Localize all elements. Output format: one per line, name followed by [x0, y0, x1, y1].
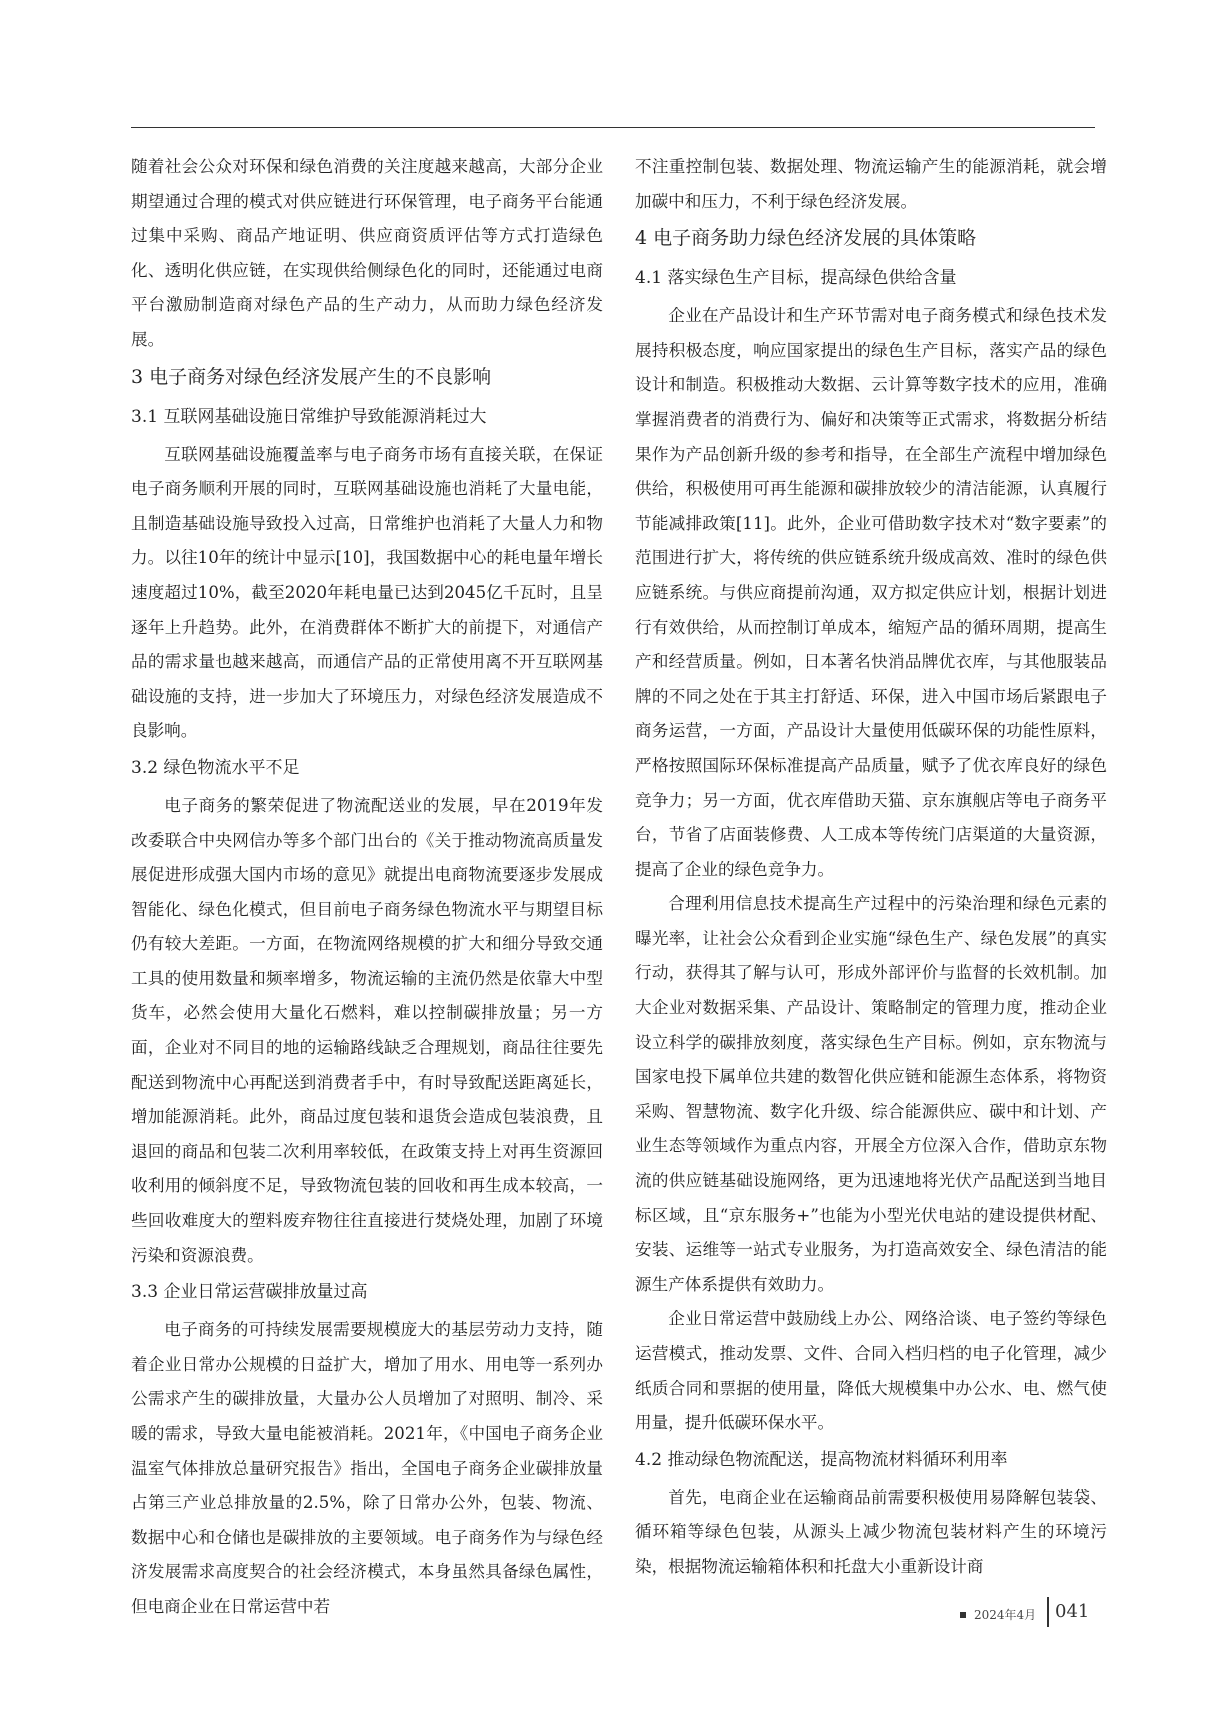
body-paragraph: 首先，电商企业在运输商品前需要积极使用易降解包装袋、循环箱等绿色包装，从源头上减少物流包装材料产生的环境污染，根据物流运输箱体积和托盘大小重新设计商: [635, 1487, 1107, 1576]
footer-square-icon: [960, 1612, 966, 1618]
body-paragraph: 电子商务的可持续发展需要规模庞大的基层劳动力支持，随着企业日常办公规模的日益扩大，增加了用水、用电等一系列办公需求产生的碳排放量，大量办公人员增加了对照明、制冷、采暖的需求，导致大量电能被消耗。2021年，《中国电子商务企业温室气体排放总量研究报告》指出，全国电子商务企业碳排放量占第三产业总排放量的2.5%，除了日常办公外，包装、物流、数据中心和仓储也是碳排放的主要领域。电子商务作为与绿色经济发展需求高度契合的社会经济模式，本身虽然具备绿色属性，但电商企业在日常运营中若: [131, 1320, 603, 1616]
section-heading: 4 电子商务助力绿色经济发展的具体策略: [635, 227, 977, 250]
body-paragraph: 企业在产品设计和生产环节需对电子商务模式和绿色技术发展持积极态度，响应国家提出的绿色生产目标，落实产品的绿色设计和制造。积极推动大数据、云计算等数字技术的应用，准确掌握消费者的消费行为、偏好和决策等正式需求，将数据分析结果作为产品创新升级的参考和指导，在全部生产流程中增加绿色供给，积极使用可再生能源和碳排放较少的清洁能源，认真履行节能减排政策[11]。此外，企业可借助数字技术对“数字要素”的范围进行扩大，将传统的供应链系统升级成高效、准时的绿色供应链系统。与供应商提前沟通，双方拟定供应计划，根据计划进行有效供给，从而控制订单成本，缩短产品的循环周期，提高生产和经营质量。例如，日本著名快消品牌优衣库，与其他服装品牌的不同之处在于其主打舒适、环保，进入中国市场后紧跟电子商务运营，一方面，产品设计大量使用低碳环保的功能性原料，严格按照国际环保标准提高产品质量，赋予了优衣库良好的绿色竞争力；另一方面，优衣库借助天猫、京东旗舰店等电子商务平台，节省了店面装修费、人工成本等传统门店渠道的大量资源，提高了企业的绿色竞争力。: [635, 306, 1107, 879]
issue-date: 2024年4月: [974, 1608, 1037, 1622]
section-heading: 3 电子商务对绿色经济发展产生的不良影响: [131, 365, 492, 388]
body-paragraph: 不注重控制包装、数据处理、物流运输产生的能源消耗，就会增加碳中和压力，不利于绿色经济发展。: [635, 157, 1107, 211]
subsection-heading: 4.1 落实绿色生产目标，提高绿色供给含量: [635, 268, 957, 289]
subsection-heading: 3.1 互联网基础设施日常维护导致能源消耗过大: [131, 406, 487, 427]
body-paragraph: 互联网基础设施覆盖率与电子商务市场有直接关联，在保证电子商务顺利开展的同时，互联网基础设施也消耗了大量电能，且制造基础设施导致投入过高，日常维护也消耗了大量人力和物力。以往10年的统计中显示[10]，我国数据中心的耗电量年增长速度超过10%，截至2020年耗电量已达到2045亿千瓦时，且呈逐年上升趋势。此外，在消费群体不断扩大的前提下，对通信产品的需求量也越来越高，而通信产品的正常使用离不开互联网基础设施的支持，进一步加大了环境压力，对绿色经济发展造成不良影响。: [131, 444, 603, 741]
right-column: [635, 150, 1107, 1585]
page-number: 041: [1055, 1601, 1090, 1622]
body-paragraph: 企业日常运营中鼓励线上办公、网络洽谈、电子签约等绿色运营模式，推动发票、文件、合同入档归档的电子化管理，减少纸质合同和票据的使用量，降低大规模集中办公水、电、燃气使用量，提升低碳环保水平。: [635, 1309, 1107, 1433]
body-paragraph: 合理利用信息技术提高生产过程中的污染治理和绿色元素的曝光率，让社会公众看到企业实施“绿色生产、绿色发展”的真实行动，获得其了解与认可，形成外部评价与监督的长效机制。加大企业对数据采集、产品设计、策略制定的管理力度，推动企业设立科学的碳排放刻度，落实绿色生产目标。例如，京东物流与国家电投下属单位共建的数智化供应链和能源生态体系，将物资采购、智慧物流、数字化升级、综合能源供应、碳中和计划、产业生态等领域作为重点内容，开展全方位深入合作，借助京东物流的供应链基础设施网络，更为迅速地将光伏产品配送到当地目标区域，且“京东服务+”也能为小型光伏电站的建设提供材配、安装、运维等一站式专业服务，为打造高效安全、绿色清洁的能源生产体系提供有效助力。: [635, 894, 1107, 1294]
subsection-heading: 4.2 推动绿色物流配送，提高物流材料循环利用率: [635, 1449, 1008, 1470]
body-paragraph: 随着社会公众对环保和绿色消费的关注度越来越高，大部分企业期望通过合理的模式对供应链进行环保管理，电子商务平台能通过集中采购、商品产地证明、供应商资质评估等方式打造绿色化、透明化供应链，在实现供给侧绿色化的同时，还能通过电商平台激励制造商对绿色产品的生产动力，从而助力绿色经济发展。: [131, 157, 603, 349]
subsection-heading: 3.2 绿色物流水平不足: [131, 757, 300, 778]
subsection-heading: 3.3 企业日常运营碳排放量过高: [131, 1282, 368, 1303]
body-paragraph: 电子商务的繁荣促进了物流配送业的发展，早在2019年发改委联合中央网信办等多个部门出台的《关于推动物流高质量发展促进形成强大国内市场的意见》就提出电商物流要逐步发展成智能化、绿色化模式，但目前电子商务绿色物流水平与期望目标仍有较大差距。一方面，在物流网络规模的扩大和细分导致交通工具的使用数量和频率增多，物流运输的主流仍然是依靠大中型货车，必然会使用大量化石燃料，难以控制碳排放量；另一方面，企业对不同目的地的运输路线缺乏合理规划，商品往往要先配送到物流中心再配送到消费者手中，有时导致配送距离延长，增加能源消耗。此外，商品过度包装和退货会造成包装浪费，且退回的商品和包装二次利用率较低，在政策支持上对再生资源回收利用的倾斜度不足，导致物流包装的回收和再生成本较高，一些回收难度大的塑料废弃物往往直接进行焚烧处理，加剧了环境污染和资源浪费。: [131, 795, 603, 1265]
page-footer: [960, 1597, 1100, 1629]
footer-divider: [1047, 1597, 1049, 1627]
header-rule: [131, 127, 1095, 128]
left-column: [131, 150, 603, 1625]
